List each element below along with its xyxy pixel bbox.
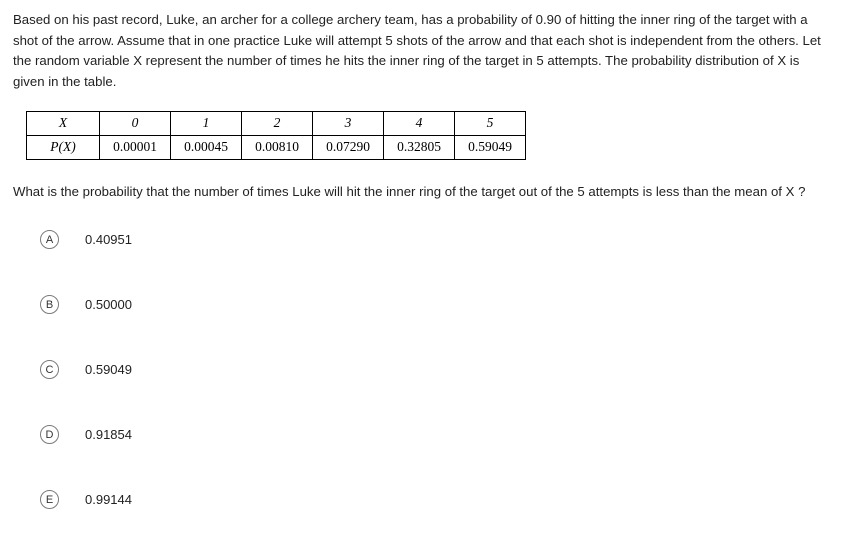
choice-option-b[interactable] (40, 293, 829, 317)
choice-text-c: 0.59049 (85, 362, 132, 377)
table-cell-x-0: 0 (100, 112, 171, 136)
answer-choices (40, 228, 829, 512)
choice-option-a[interactable] (40, 228, 829, 252)
table-cell-x-4: 4 (384, 112, 455, 136)
table-cell-px-4: 0.32805 (384, 136, 455, 160)
table-cell-px-3: 0.07290 (313, 136, 384, 160)
table-header-x: X (27, 112, 100, 136)
table-cell-x-5: 5 (455, 112, 526, 136)
table-cell-px-5: 0.59049 (455, 136, 526, 160)
table-cell-px-2: 0.00810 (242, 136, 313, 160)
question-stem: Based on his past record, Luke, an archer for a college archery team, has a probability of 0.90 of hitting the inner ring of the target with a shot of the arrow. Assume that in one practice Luke will attempt 5 shots of the arrow and that each shot is independent from the others. Let the random variable X represent the number of times he hits the inner ring of the target in 5 attempts. The probability distribution of X is given in the table. (13, 12, 821, 89)
choice-option-d[interactable] (40, 423, 829, 447)
table-row-x (27, 112, 526, 136)
table-cell-x-2: 2 (242, 112, 313, 136)
radio-bubble-b[interactable]: B (40, 295, 59, 314)
table-cell-px-1: 0.00045 (171, 136, 242, 160)
table-cell-px-0: 0.00001 (100, 136, 171, 160)
choice-option-c[interactable] (40, 358, 829, 382)
choice-text-e: 0.99144 (85, 492, 132, 507)
choice-text-a: 0.40951 (85, 232, 132, 247)
radio-bubble-a[interactable]: A (40, 230, 59, 249)
choice-text-b: 0.50000 (85, 297, 132, 312)
table-cell-x-3: 3 (313, 112, 384, 136)
choice-option-e[interactable] (40, 488, 829, 512)
radio-bubble-c[interactable]: C (40, 360, 59, 379)
choice-text-d: 0.91854 (85, 427, 132, 442)
table-cell-x-1: 1 (171, 112, 242, 136)
table-header-px: P(X) (27, 136, 100, 160)
radio-bubble-d[interactable]: D (40, 425, 59, 444)
radio-bubble-e[interactable]: E (40, 490, 59, 509)
question-prompt: What is the probability that the number of times Luke will hit the inner ring of the target out of the 5 attempts is less than the mean of X ? (13, 184, 806, 199)
table-row-px (27, 136, 526, 160)
probability-distribution-table (26, 111, 829, 160)
